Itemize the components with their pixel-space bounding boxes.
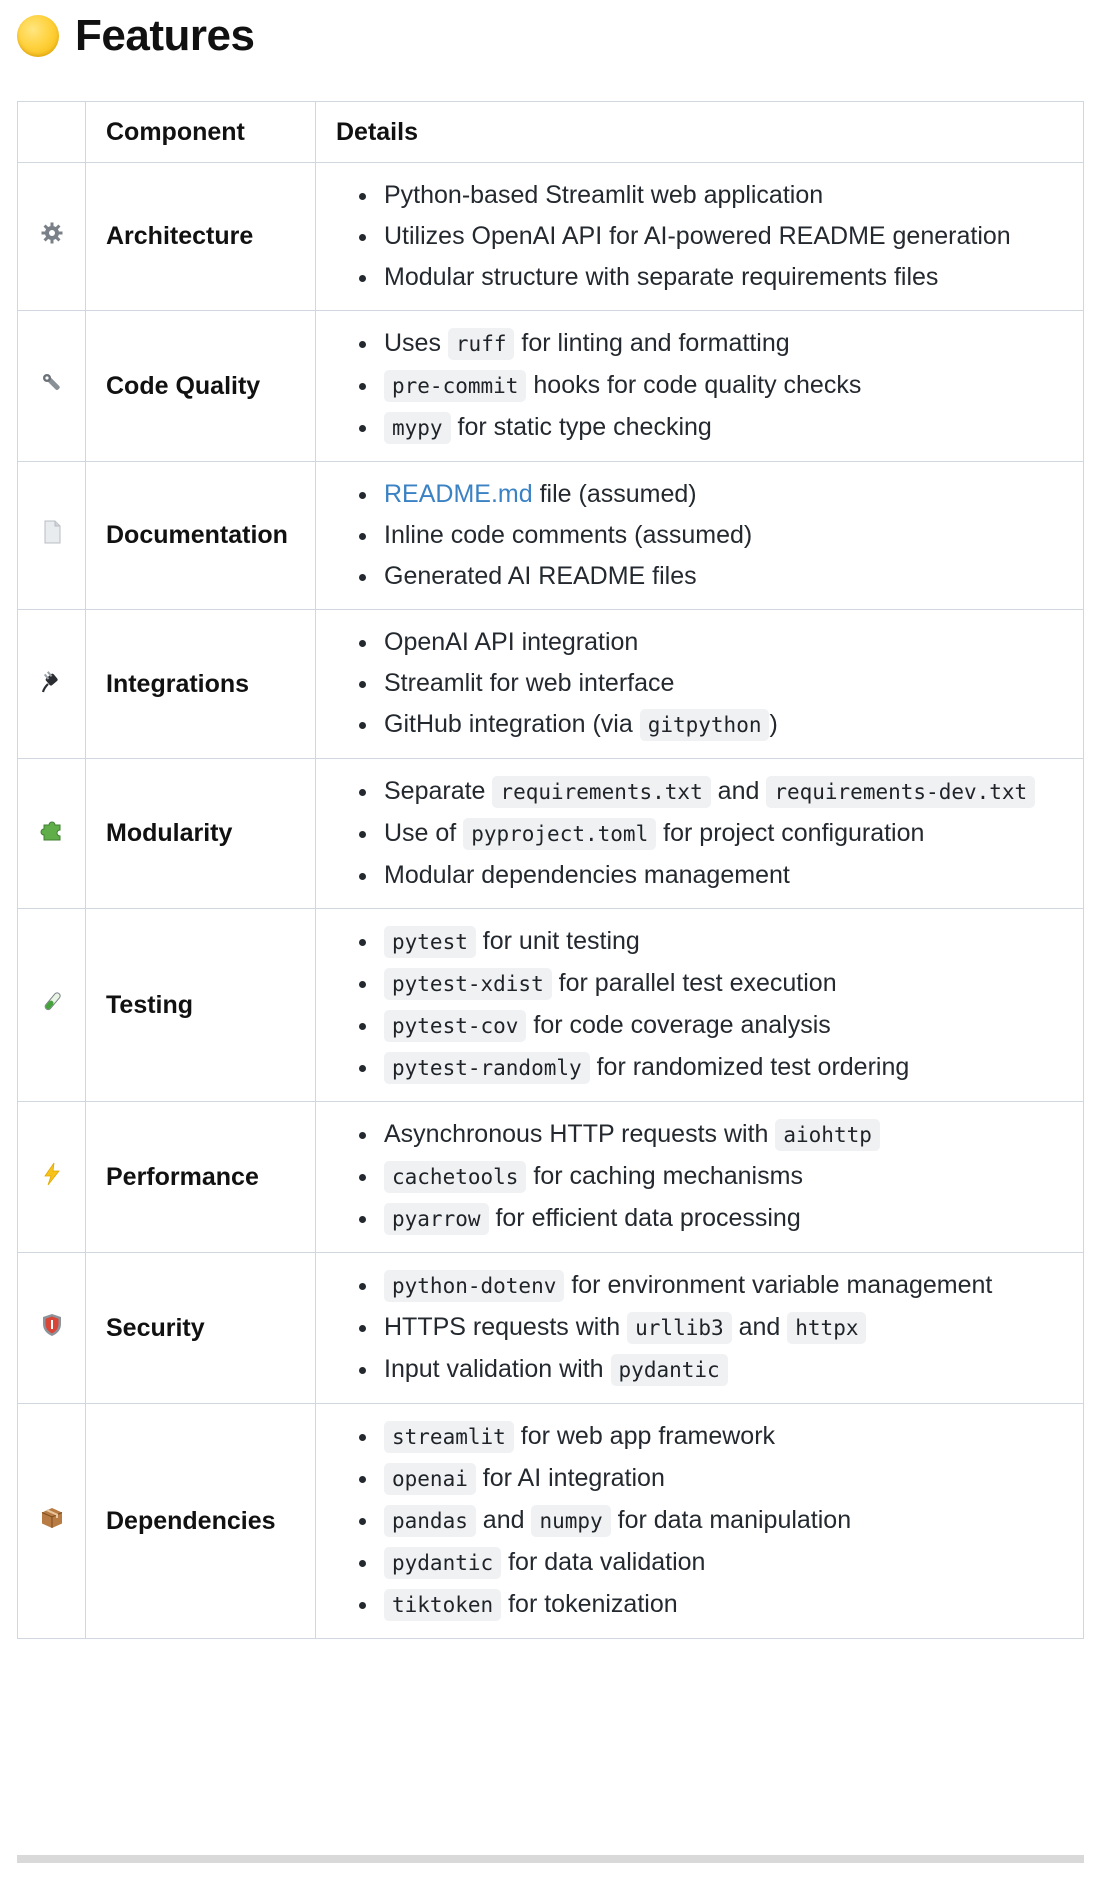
item-text: for code coverage analysis: [526, 1011, 831, 1039]
list-item: [384, 323, 1063, 365]
list-item: [384, 1416, 1063, 1458]
inline-code: pydantic: [611, 1354, 728, 1386]
list-item: [384, 1198, 1063, 1240]
component-name: Performance: [86, 1102, 316, 1253]
inline-code: ruff: [448, 328, 515, 360]
details-list: [336, 323, 1063, 449]
list-item: [384, 1349, 1063, 1391]
details-cell: [316, 462, 1084, 610]
item-text: Separate: [384, 777, 493, 805]
list-item: [384, 515, 1063, 556]
inline-code: httpx: [787, 1312, 866, 1344]
item-text: hooks for code quality checks: [526, 371, 862, 399]
list-item: [384, 963, 1063, 1005]
item-text: for caching mechanisms: [526, 1162, 803, 1190]
list-item: [384, 622, 1063, 663]
inline-code: python-dotenv: [384, 1270, 564, 1302]
inline-code: requirements.txt: [492, 776, 710, 808]
table-row: [18, 1253, 1084, 1404]
inline-code: tiktoken: [384, 1589, 501, 1621]
table-row: [18, 610, 1084, 759]
page-title: Features: [75, 11, 255, 60]
details-cell: [316, 759, 1084, 909]
component-name: Security: [86, 1253, 316, 1404]
item-text: and: [475, 1506, 532, 1534]
details-cell: [316, 163, 1084, 311]
inline-code: gitpython: [640, 709, 770, 741]
list-item: [384, 1005, 1063, 1047]
item-text: Streamlit for web interface: [384, 669, 675, 697]
list-item: [384, 813, 1063, 855]
list-item: [384, 1542, 1063, 1584]
item-text: Uses: [384, 329, 448, 357]
features-table: [17, 101, 1084, 1639]
list-item: [384, 474, 1063, 515]
item-text: Asynchronous HTTP requests with: [384, 1120, 776, 1148]
inline-code: numpy: [531, 1505, 610, 1537]
readme-link[interactable]: README.md: [384, 480, 533, 508]
table-row: [18, 759, 1084, 909]
header-details: Details: [316, 102, 1084, 163]
item-text: Utilizes OpenAI API for AI-powered README generation: [384, 222, 1011, 250]
item-text: for linting and formatting: [514, 329, 790, 357]
details-cell: [316, 311, 1084, 462]
inline-code: urllib3: [627, 1312, 732, 1344]
header-icon-column: [18, 102, 86, 163]
table-row: [18, 1404, 1084, 1639]
details-list: [336, 622, 1063, 746]
inline-code: openai: [384, 1463, 476, 1495]
details-list: [336, 1416, 1063, 1626]
icon-cell: [18, 1404, 86, 1639]
item-text: for data validation: [501, 1548, 706, 1576]
inline-code: cachetools: [384, 1161, 526, 1193]
details-list: [336, 771, 1063, 896]
list-item: [384, 921, 1063, 963]
test-tube-icon: [40, 990, 64, 1021]
list-item: [384, 407, 1063, 449]
inline-code: requirements-dev.txt: [766, 776, 1035, 808]
icon-cell: [18, 1253, 86, 1404]
plug-icon: [40, 669, 64, 700]
item-text: for randomized test ordering: [589, 1053, 910, 1081]
item-text: GitHub integration (via: [384, 710, 640, 738]
table-header-row: [18, 102, 1084, 163]
list-item: [384, 1458, 1063, 1500]
list-item: [384, 1156, 1063, 1198]
item-text: Python-based Streamlit web application: [384, 181, 824, 209]
inline-code: mypy: [384, 412, 451, 444]
inline-code: aiohttp: [775, 1119, 880, 1151]
item-text: for project configuration: [656, 819, 925, 847]
icon-cell: [18, 759, 86, 909]
item-text: and: [710, 777, 767, 805]
inline-code: streamlit: [384, 1421, 514, 1453]
puzzle-piece-icon: [40, 818, 64, 849]
component-name: Integrations: [86, 610, 316, 759]
list-item: [384, 1114, 1063, 1156]
item-text: for AI integration: [475, 1464, 665, 1492]
table-row: [18, 462, 1084, 610]
item-text: Modular dependencies management: [384, 861, 790, 889]
icon-cell: [18, 909, 86, 1102]
table-row: [18, 311, 1084, 462]
shield-icon: [42, 1313, 62, 1344]
item-text: for efficient data processing: [488, 1204, 801, 1232]
yellow-circle-icon: [17, 15, 59, 57]
component-name: Documentation: [86, 462, 316, 610]
document-icon: [42, 520, 62, 551]
item-text: for environment variable management: [564, 1271, 993, 1299]
inline-code: pytest-randomly: [384, 1052, 590, 1084]
item-text: for static type checking: [450, 413, 712, 441]
inline-code: pytest-cov: [384, 1010, 526, 1042]
inline-code: pytest-xdist: [384, 968, 552, 1000]
table-row: [18, 909, 1084, 1102]
list-item: [384, 1265, 1063, 1307]
list-item: [384, 216, 1063, 257]
component-name: Modularity: [86, 759, 316, 909]
item-text: for parallel test execution: [551, 969, 837, 997]
table-row: [18, 1102, 1084, 1253]
details-list: [336, 1265, 1063, 1391]
item-text: OpenAI API integration: [384, 628, 639, 656]
list-item: [384, 1584, 1063, 1626]
item-text: Input validation with: [384, 1355, 611, 1383]
item-text: file (assumed): [532, 480, 697, 508]
header-component: Component: [86, 102, 316, 163]
inline-code: pyproject.toml: [463, 818, 656, 850]
list-item: [384, 704, 1063, 746]
component-name: Dependencies: [86, 1404, 316, 1639]
list-item: [384, 1047, 1063, 1089]
item-text: Inline code comments (assumed): [384, 521, 753, 549]
horizontal-rule: [17, 1855, 1084, 1863]
item-text: Use of: [384, 819, 464, 847]
item-text: ): [769, 710, 778, 738]
details-cell: [316, 610, 1084, 759]
table-row: [18, 163, 1084, 311]
details-list: [336, 175, 1063, 298]
item-text: for data manipulation: [610, 1506, 852, 1534]
component-name: Code Quality: [86, 311, 316, 462]
details-list: [336, 474, 1063, 597]
icon-cell: [18, 1102, 86, 1253]
lightning-icon: [41, 1162, 63, 1193]
item-text: and: [731, 1313, 788, 1341]
list-item: [384, 663, 1063, 704]
icon-cell: [18, 311, 86, 462]
package-icon: [40, 1506, 64, 1537]
features-heading: [17, 0, 1084, 72]
inline-code: pydantic: [384, 1547, 501, 1579]
icon-cell: [18, 163, 86, 311]
inline-code: pandas: [384, 1505, 476, 1537]
list-item: [384, 1307, 1063, 1349]
item-text: for tokenization: [501, 1590, 678, 1618]
item-text: Modular structure with separate requirements files: [384, 263, 939, 291]
icon-cell: [18, 462, 86, 610]
inline-code: pre-commit: [384, 370, 526, 402]
details-cell: [316, 1253, 1084, 1404]
wrench-icon: [41, 372, 63, 401]
list-item: [384, 855, 1063, 896]
list-item: [384, 556, 1063, 597]
item-text: for web app framework: [513, 1422, 776, 1450]
details-cell: [316, 1404, 1084, 1639]
list-item: [384, 1500, 1063, 1542]
details-list: [336, 1114, 1063, 1240]
gear-icon: [40, 221, 64, 252]
component-name: Testing: [86, 909, 316, 1102]
item-text: HTTPS requests with: [384, 1313, 628, 1341]
icon-cell: [18, 610, 86, 759]
list-item: [384, 365, 1063, 407]
list-item: [384, 175, 1063, 216]
item-text: Generated AI README files: [384, 562, 697, 590]
list-item: [384, 257, 1063, 298]
details-list: [336, 921, 1063, 1089]
details-cell: [316, 1102, 1084, 1253]
details-cell: [316, 909, 1084, 1102]
component-name: Architecture: [86, 163, 316, 311]
inline-code: pytest: [384, 926, 476, 958]
item-text: for unit testing: [475, 927, 640, 955]
inline-code: pyarrow: [384, 1203, 489, 1235]
list-item: [384, 771, 1063, 813]
